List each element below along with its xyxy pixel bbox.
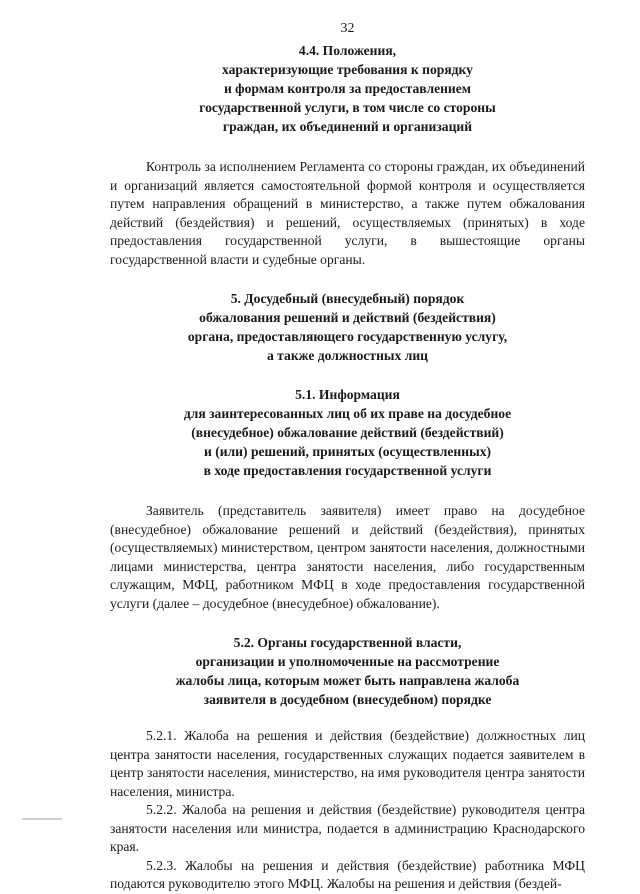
heading-line: и формам контроля за предоставлением	[223, 81, 472, 96]
section-4-4-heading	[110, 41, 585, 136]
section-5-2-heading	[110, 633, 585, 709]
clause-5-2-2: 5.2.2. Жалоба на решения и действия (бездействие) руководителя центра занятости населения или министра, подается в администрацию Краснодарского края.	[110, 802, 585, 854]
heading-line: организации и уполномоченные на рассмотрение	[195, 654, 500, 669]
heading-line: в ходе предоставления государственной услуги	[203, 463, 492, 478]
section-4-4-paragraph: Контроль за исполнением Регламента со стороны граждан, их объединений и организаций является самостоятельной формой контроля и осуществляется путем направления обращений в министерство, а также путем обжалования действий (бездействия) и решений, осуществляемых (принятых) в ходе предоставления государственной услуги, в вышестоящие органы государственной власти и судебные органы.	[110, 159, 585, 267]
page-number: 32	[340, 21, 355, 36]
section-5-heading	[110, 289, 585, 365]
heading-line: для заинтересованных лиц об их праве на досудебное	[183, 406, 512, 421]
heading-line: государственной услуги, в том числе со стороны	[199, 100, 496, 115]
heading-line: жалобы лица, которым может быть направлена жалоба	[175, 673, 520, 688]
clause-5-2-3: 5.2.3. Жалобы на решения и действия (бездействие) работника МФЦ подаются руководителю этого МФЦ. Жалобы на решения и действия (бездей-	[110, 857, 585, 891]
section-5-1-paragraph: Заявитель (представитель заявителя) имеет право на досудебное (внесудебное) обжалование решений и действий (бездействия), принятых (осуществляемых) министерством, центром занятости населения, должностными лицами министерства, центра занятости населения, либо государственным служащим, МФЦ, работником МФЦ в ходе предоставления государственной услуги (далее – досудебное (внесудебное) обжалование).	[110, 503, 585, 611]
scan-mark	[22, 818, 62, 820]
heading-line: а также должностных лиц	[266, 348, 429, 363]
heading-line: 4.4. Положения,	[298, 43, 397, 58]
heading-line: 5.1. Информация	[295, 387, 400, 402]
heading-line: и (или) решений, принятых (осуществленных)	[203, 444, 492, 459]
heading-line: 5. Досудебный (внесудебный) порядок	[230, 291, 465, 306]
heading-line: граждан, их объединений и организаций	[222, 119, 473, 134]
section-5-1-heading	[110, 385, 585, 480]
heading-line: обжалования решений и действий (бездействия)	[199, 310, 496, 325]
heading-line: заявителя в досудебном (внесудебном) порядке	[203, 692, 492, 707]
heading-line: 5.2. Органы государственной власти,	[233, 635, 462, 650]
clause-5-2-1: 5.2.1. Жалоба на решения и действия (бездействие) должностных лиц центра занятости населения, государственных служащих подается заявителем в центр занятости населения, министерство, на имя руководителя центра занятости населения, министра.	[110, 728, 585, 799]
document-page	[110, 20, 585, 894]
heading-line: (внесудебное) обжалование действий (бездействий)	[191, 425, 504, 440]
heading-line: органа, предоставляющего государственную услугу,	[187, 329, 508, 344]
heading-line: характеризующие требования к порядку	[222, 62, 473, 77]
